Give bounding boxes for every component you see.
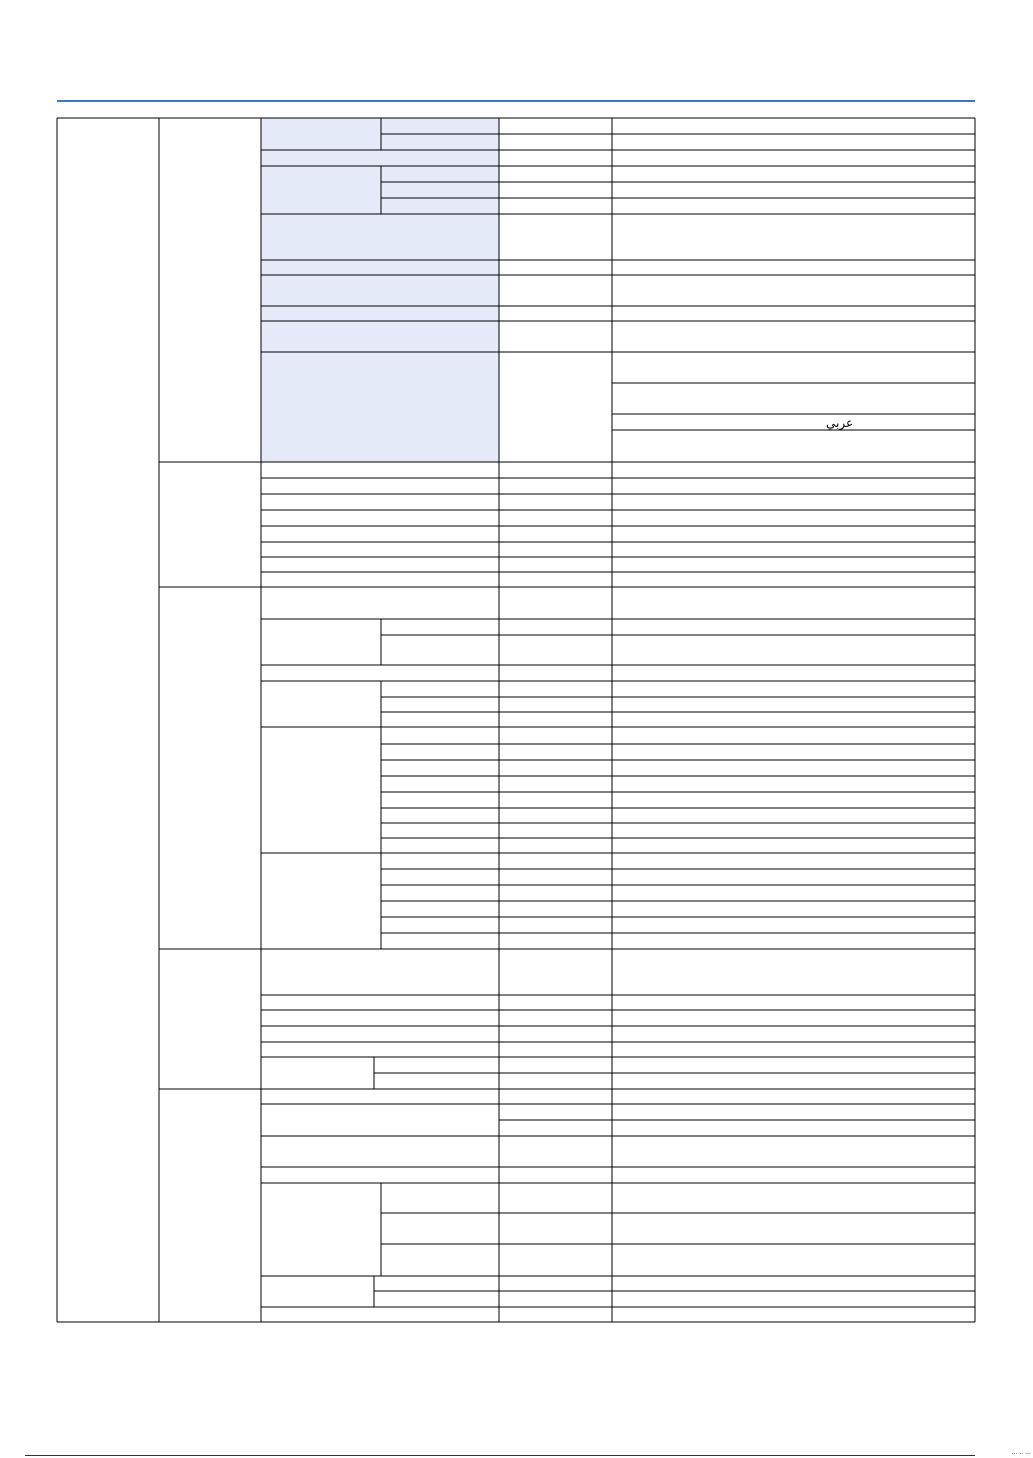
page-corner-mark: ... .. ... <box>1011 1449 1031 1456</box>
shaded-cell <box>261 118 499 462</box>
shaded-cells <box>261 118 499 462</box>
arabic-language-label: عربي <box>826 416 854 430</box>
table-grid-lines <box>57 118 975 1322</box>
footer-rule <box>25 1455 975 1456</box>
